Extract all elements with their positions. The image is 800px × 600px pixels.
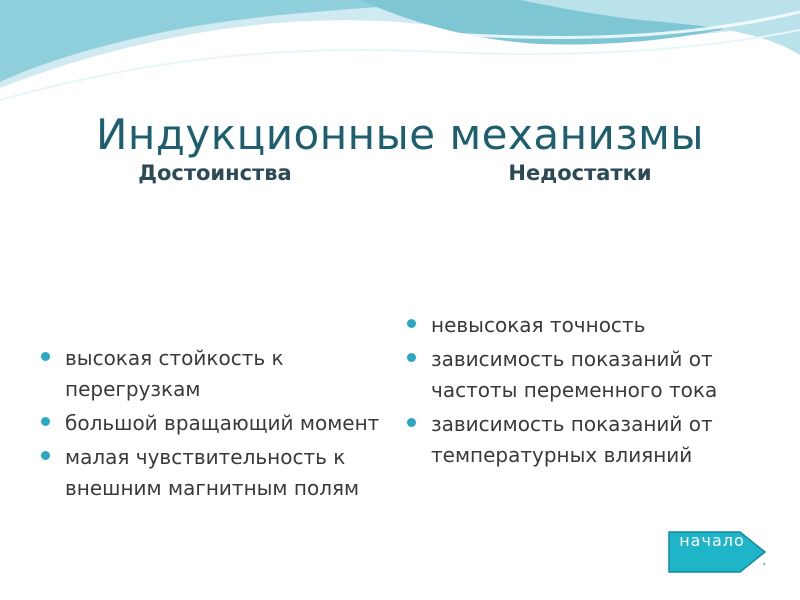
bullet-icon (41, 352, 50, 361)
bullet-icon (407, 319, 416, 328)
bullet-icon (407, 353, 416, 362)
header-wave-decoration (0, 0, 800, 120)
list-item-text: высокая стойкость к перегрузкам (65, 346, 284, 401)
home-nav-button-label: начало (679, 531, 745, 550)
list-item-text: невысокая точность (431, 313, 646, 337)
list-item (40, 343, 400, 405)
disadvantages-heading: Недостатки (508, 161, 652, 185)
list-item-text: малая чувствительность к внешним магнитным полям (65, 445, 360, 500)
bullet-icon (41, 451, 50, 460)
list-item-text: зависимость показаний от температурных влияний (431, 412, 713, 467)
list-item-text: зависимость показаний от частоты переменного тока (431, 347, 718, 402)
home-nav-button[interactable] (668, 531, 768, 573)
disadvantages-list (406, 310, 766, 474)
bullet-icon (41, 417, 50, 426)
slide-title: Индукционные механизмы (95, 110, 705, 159)
bullet-icon (407, 418, 416, 427)
list-item (406, 409, 766, 471)
list-item (40, 408, 400, 439)
advantages-list (40, 343, 400, 507)
advantages-heading: Достоинства (138, 161, 292, 185)
trailing-mark: . (762, 553, 767, 569)
list-item-text: большой вращающий момент (65, 411, 380, 435)
list-item (406, 344, 766, 406)
list-item (406, 310, 766, 341)
list-item (40, 442, 400, 504)
